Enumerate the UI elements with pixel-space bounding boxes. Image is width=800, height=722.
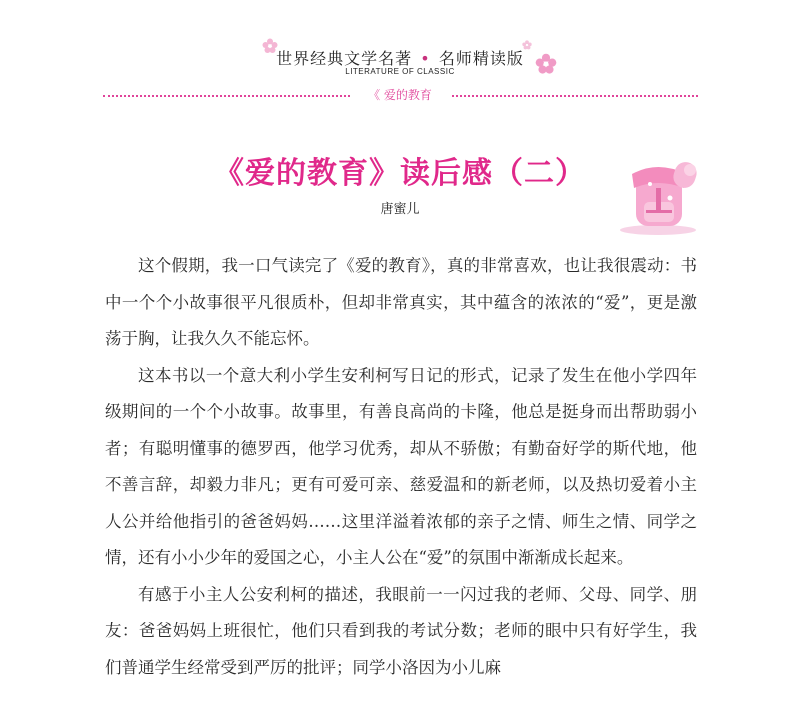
chapter-tag: 《 爱的教育 [350,86,450,104]
series-name: 世界经典文学名著 [276,49,413,68]
page-header [0,0,800,110]
series-dot: • [420,49,431,68]
series-subtitle: LITERATURE OF CLASSIC [345,67,455,76]
backpack-icon [612,158,704,236]
paragraph: 这本书以一个意大利小学生安利柯写日记的形式，记录了发生在他小学四年级期间的一个个小故事。故事里，有善良高尚的卡隆，他总是挺身而出帮助弱小者；有聪明懂事的德罗西，他学习优秀，却从不骄傲；有勤奋好学的斯代地，他不善言辞，却毅力非凡；更有可爱可亲、慈爱温和的新老师，以及热切爱着小主人公并给他指引的爸爸妈妈……这里洋溢着浓郁的亲子之情、师生之情、同学之情，还有小小少年的爱国之心，小主人公在“爱”的氛围中渐渐成长起来。 [105,365,697,567]
series-title [0,46,800,69]
paragraph: 这个假期，我一口气读完了《爱的教育》，真的非常喜欢，也让我很震动：书中一个个小故事很平凡很质朴，但却非常真实，其中蕴含的浓浓的“爱”，更是激荡于胸，让我久久不能忘怀。 [105,256,697,348]
series-edition: 名师精读版 [438,49,524,68]
paragraph: 有感于小主人公安利柯的描述，我眼前一一闪过我的老师、父母、同学、朋友：爸爸妈妈上班很忙，他们只看到我的考试分数；老师的眼中只有好学生，我们普通学生经常受到严厉的批评；同学小洛因为小儿麻 [105,584,697,677]
article-body [105,248,697,686]
article-author: 唐蜜儿 [380,202,420,217]
article-title: 《爱的教育》读后感（二） [214,156,586,191]
